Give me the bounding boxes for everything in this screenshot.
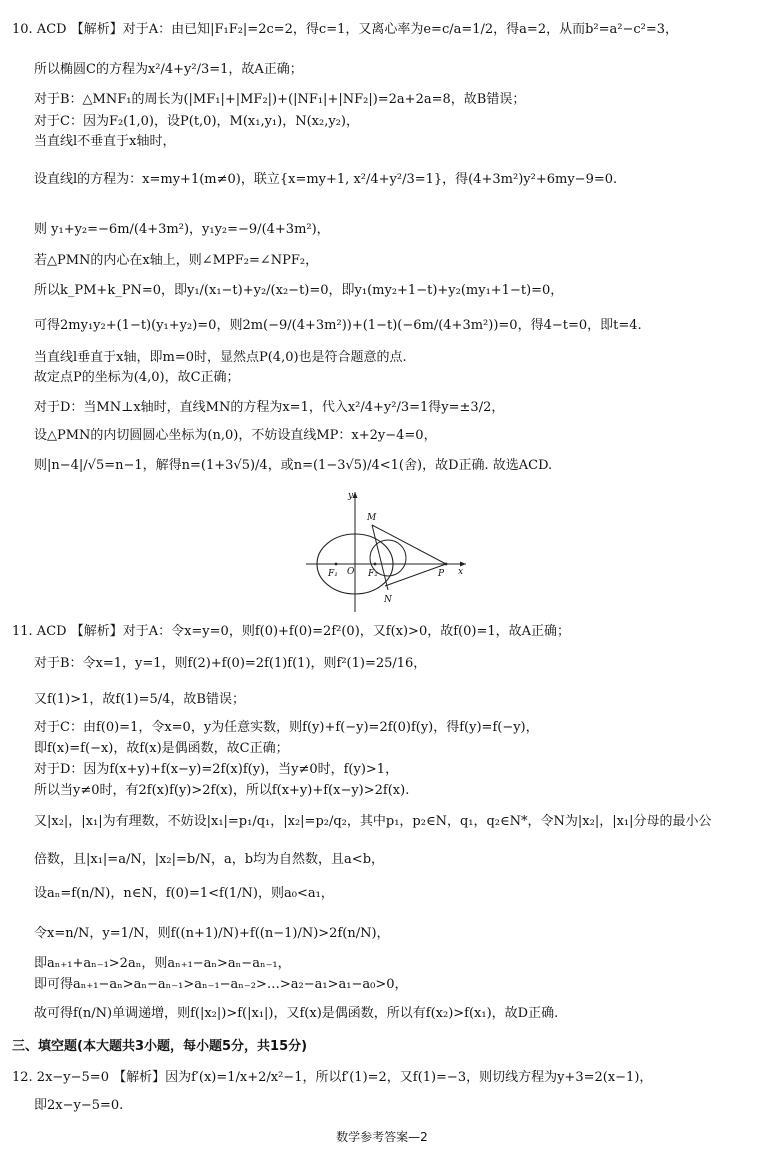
answer-10-line-6: 设直线l的方程为：x=my+1(m≠0)，联立{x=my+1, x²/4+y²/3=1}，得(4+3m²)y²+6my−9=0.: [34, 172, 618, 187]
answer-10-line-11: 当直线l垂直于x轴，即m=0时，显然点P(4,0)也是符合题意的点.: [34, 350, 407, 365]
label-n: N: [384, 595, 392, 605]
answer-11-line-9: 倍数，且|x₁|=a/N，|x₂|=b/N，a，b均为自然数，且a<b，: [34, 852, 385, 867]
point-p: [445, 563, 448, 566]
answer-10-line-5: 当直线l不垂直于x轴时，: [34, 134, 176, 149]
answer-11-line-11: 令x=n/N，y=1/N，则f((n+1)/N)+f((n−1)/N)>2f(n/N)，: [34, 926, 390, 941]
page-footer: 数学参考答案—2: [336, 1130, 428, 1144]
answer-11-line-13: 即可得aₙ₊₁−aₙ>aₙ−aₙ₋₁>aₙ₋₁−aₙ₋₂>…>a₂−a₁>a₁−a₀>0，: [34, 977, 408, 992]
answer-10-line-15: 则|n−4|/√5=n−1，解得n=(1+3√5)/4，或n=(1−3√5)/4<1(舍)，故D正确. 故选ACD.: [34, 458, 553, 473]
answer-12-line-2: 即2x−y−5=0.: [34, 1098, 124, 1113]
label-m: M: [367, 513, 377, 523]
answer-11-line-8: 又|x₂|，|x₁|为有理数，不妨设|x₁|=p₁/q₁，|x₂|=p₂/q₂，其中p₁，p₂∈N，q₁，q₂∈N*，令N为|x₂|，|x₁|分母的最小公: [34, 814, 712, 829]
label-f2: F₂: [368, 569, 378, 579]
label-p: P: [438, 569, 445, 579]
answer-10-line-7: 则 y₁+y₂=−6m/(4+3m²)，y₁y₂=−9/(4+3m²)，: [34, 222, 330, 237]
answer-10-line-4: 对于C：因为F₂(1,0)，设P(t,0)，M(x₁,y₁)，N(x₂,y₂)，: [34, 114, 359, 129]
answer-10-line-14: 设△PMN的内切圆圆心坐标为(n,0)，不妨设直线MP：x+2y−4=0，: [34, 428, 437, 443]
answer-10-line-3: 对于B：△MNF₁的周长为(|MF₁|+|MF₂|)+(|NF₁|+|NF₂|)=2a+2a=8，故B错误；: [34, 92, 526, 107]
answer-12-line-1: 12. 2x−y−5=0 【解析】因为f′(x)=1/x+2/x²−1，所以f′(1)=2，又f(1)=−3，则切线方程为y+3=2(x−1)，: [12, 1070, 653, 1085]
answer-10-line-12: 故定点P的坐标为(4,0)，故C正确；: [34, 370, 240, 385]
answer-10-line-2: 所以椭圆C的方程为x²/4+y²/3=1，故A正确；: [34, 62, 303, 77]
y-axis-arrow: [353, 492, 358, 498]
answer-11-line-4: 对于C：由f(0)=1，令x=0，y为任意实数，则f(y)+f(−y)=2f(0)f(y)，得f(y)=f(−y)，: [34, 720, 539, 735]
answer-10-line-1: 10. ACD 【解析】对于A：由已知|F₁F₂|=2c=2，得c=1，又离心率为e=c/a=1/2，得a=2，从而b²=a²−c²=3，: [12, 22, 679, 37]
answer-11-line-3: 又f(1)>1，故f(1)=5/4，故B错误；: [34, 692, 245, 707]
label-f1: F₁: [328, 569, 338, 579]
answer-11-line-6: 对于D：因为f(x+y)+f(x−y)=2f(x)f(y)，当y≠0时，f(y)>1，: [34, 762, 399, 777]
line-mn: [372, 525, 388, 590]
point-f2: [374, 563, 377, 566]
section-heading: 三、填空题(本大题共3小题，每小题5分，共15分): [12, 1039, 308, 1054]
answer-11-line-2: 对于B：令x=1，y=1，则f(2)+f(0)=2f(1)f(1)，则f²(1)=25/16，: [34, 656, 427, 671]
label-o: O: [347, 567, 355, 577]
answer-10-line-8: 若△PMN的内心在x轴上，则∠MPF₂=∠NPF₂，: [34, 253, 319, 268]
answer-11-line-5: 即f(x)=f(−x)，故f(x)是偶函数，故C正确；: [34, 741, 289, 756]
answer-11-line-12: 即aₙ₊₁+aₙ₋₁>2aₙ，则aₙ₊₁−aₙ>aₙ−aₙ₋₁，: [34, 956, 291, 971]
point-f1: [335, 563, 338, 566]
answer-10-line-13: 对于D：当MN⊥x轴时，直线MN的方程为x=1，代入x²/4+y²/3=1得y=±3/2，: [34, 400, 505, 415]
answer-11-line-1: 11. ACD 【解析】对于A：令x=y=0，则f(0)+f(0)=2f²(0)，又f(x)>0，故f(0)=1，故A正确；: [12, 624, 570, 639]
label-y: y: [348, 491, 354, 501]
label-x: x: [458, 567, 464, 577]
answer-11-line-10: 设aₙ=f(n/N)，n∈N，f(0)=1<f(1/N)，则a₀<a₁，: [34, 886, 334, 901]
answer-11-line-14: 故可得f(n/N)单调递增，则f(|x₂|)>f(|x₁|)，又f(x)是偶函数，所以有f(x₂)>f(x₁)，故D正确.: [34, 1006, 559, 1021]
answer-10-line-10: 可得2my₁y₂+(1−t)(y₁+y₂)=0，则2m(−9/(4+3m²))+(1−t)(−6m/(4+3m²))=0，得4−t=0，即t=4.: [34, 318, 642, 333]
ellipse-diagram: [300, 486, 470, 618]
answer-10-line-9: 所以k_PM+k_PN=0，即y₁/(x₁−t)+y₂/(x₂−t)=0，即y₁(my₂+1−t)+y₂(my₁+1−t)=0，: [34, 283, 564, 298]
x-axis-arrow: [460, 562, 466, 567]
answer-11-line-7: 所以当y≠0时，有2f(x)f(y)>2f(x)，所以f(x+y)+f(x−y)>2f(x).: [34, 783, 410, 798]
